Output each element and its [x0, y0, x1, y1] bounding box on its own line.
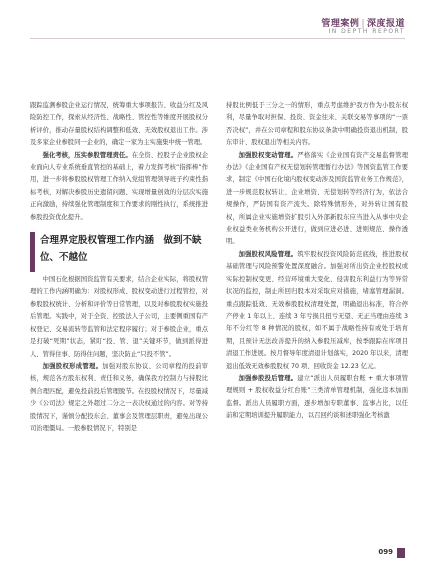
paragraph-body: 加强对股东协议、公司章程的投前审核，规范各方股东权利、责任和义务，确保我方控制力与持股比例合理匹配，避免投前投后管理脱节。在投股权情况下，尽量减少《公司法》规定之外超过二分之一表决权通过的内容。对等持股情况下，谨慎分配投东会、董事会及管理层职责，避免出现公司治理僵局。一般参股情况下，特别是	[30, 362, 209, 432]
page-number: 099	[378, 548, 393, 556]
left-column	[30, 100, 208, 435]
paragraph	[30, 361, 208, 435]
header-title-separator: |	[361, 19, 365, 29]
right-column	[226, 100, 408, 423]
header-subtitle: IN DEPTH REPORT	[328, 28, 405, 35]
paragraph-lead: 加强股权变动管理。	[238, 151, 298, 159]
paragraph: 跟踪监测参股企业运行情况，统筹重大事项报告、收益分红及风险防控工作，探索从经济性、战略性、管控性等维度开展股权分析评价，推动存量股权结构调整和低效、无效股权退出工作。涉及多家企业参股同一企业的，确定一家为主实施集中统一管理。	[30, 102, 208, 147]
paragraph-lead: 加强参股投后管理。	[238, 374, 298, 382]
paragraph-lead: 加强股权风险管理。	[238, 250, 298, 258]
paragraph-lead: 强化考核，压实参股管理责任。	[42, 151, 132, 159]
paragraph: 中国石化根据国资监管有关要求，结合企业实际，将股权管理的工作内涵明确为：对股权形成、股权变动进行过程管控，对参股股权统计、分析和评价等日常管理，以及对参股股权实施投后管理。实践中，对于全资、控股法人子公司，主要侧重国有产权登记、交易流转等监管和法定程序履行；对于参股企业，重点是打破“死期”状态，紧盯“投、管、退”关键环节，做到派得进人、管得住事、防得住问题，坚决防止“只投不管”。	[30, 276, 208, 358]
paragraph-body: 严格落实《企业国有资产交易监督管理办法》《企业国有产权无偿划转管理暂行办法》等国资监管工作要求，制定《中国石化境内股权变动涉及国资监管业务工作规范》，进一步规范股权转让、企业增资、无偿划转等经济行为，依法合规操作，严防国有资产流失。除特殊情形外，对外转让国有股权，所属企业实施增资扩股引入外部新股东应当进入从事中央企业权益类业务机构公开进行，做到应进必进、进则规范、操作透明。	[226, 151, 409, 246]
section-heading-text: 合理界定股权管理工作内涵 做到不缺位、不越位	[40, 235, 202, 263]
paragraph-body: 建立“派出人员履职台账 + 重大事项管理规则 + 股权收益分红台账”三类清单管理机制，强化违本加面监督。派出人员履职方面，逐步增加专职董事、监事占比，以任前和定期培训提升履职能力，以召回约谈和述职强化考核激	[226, 374, 409, 420]
paragraph	[30, 150, 208, 224]
paragraph	[226, 373, 408, 423]
paragraph-body: 在全资、控股子企业股权企业面向人专业系统垂直管控的基础上，着力发挥考核“指挥棒”作用，进一步将参股股权管理工作纳入党组管理领导班子约束性指标考核，对解决参股历史遗留问题、实现增量创效的分层次实施正向激励，持续强化管理制度和工作要求的刚性执行，系统推进参股投资优化提升。	[30, 151, 209, 221]
corner-accent-block	[397, 548, 405, 558]
paragraph	[226, 249, 408, 373]
paragraph: 持股比例低于三分之一的情形，重点考虑维护我方作为小股东权利，尽量争取对担保、投资、资金往来、关联交易等事项的“一票否决权”，并在公司章程和股东协议条款中明确投资退出机制，股东审计、股权退出等相关内容。	[226, 102, 408, 147]
paragraph	[226, 150, 408, 249]
section-heading-bar	[30, 232, 35, 272]
paragraph-body: 筑牢股权投资风险防范底线，推进股权基础管理与风险预警处置深度融合。加强对所出资企业控股权或实际控制权变更、经营环境重大变化、侵害股东利益行为等异常状况的监控，制止所回归股本对采取应对措施，堵塞管理漏洞。重点跟踪低效、无效参股股权清理处置，明确退出标准，符合停产停业 1 年以上、连续 3 年亏损且扭亏无望、无正当理由连续 3 年不分红等 8 种情况的股权，如不属于战略性持有或处于培育期，且预计无法改善提升的纳入参股压减库，按季跟踪在库项目清退工作进展。按月督导年度清退计划落实，2020 年以来，清理退出低效无效参股股权 70 项、回收资金 12.23 亿元。	[226, 250, 409, 370]
header-divider	[30, 38, 405, 39]
paragraph-lead: 加强股权形成管理。	[42, 362, 103, 370]
header-title-main: 管理案例	[321, 19, 360, 29]
header-title-section: 深度报道	[366, 19, 405, 29]
